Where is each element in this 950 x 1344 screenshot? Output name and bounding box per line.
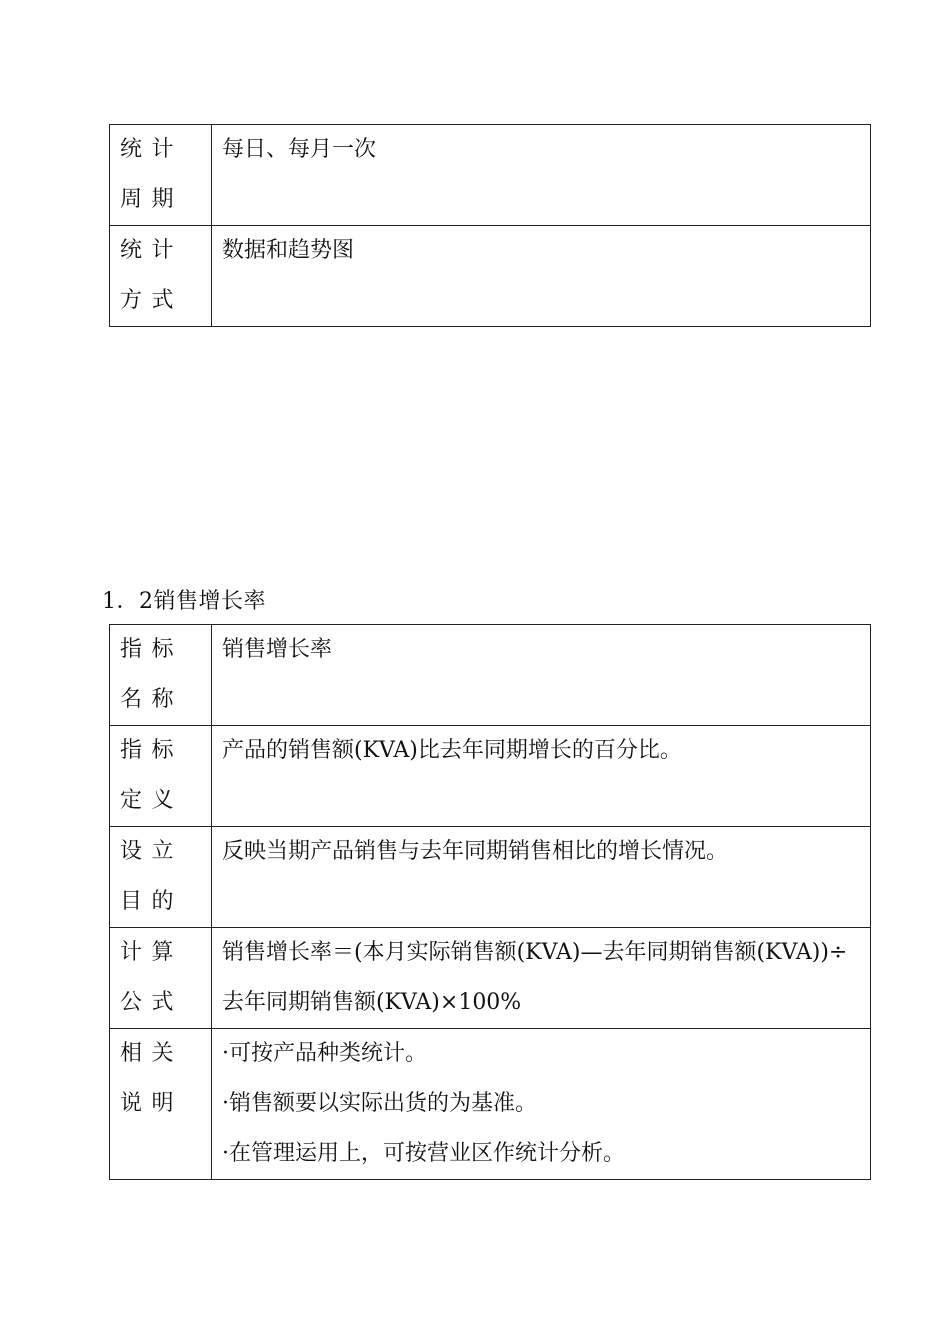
table-row — [110, 226, 871, 327]
row-value-cell — [212, 125, 871, 226]
row-value-cell — [212, 726, 871, 827]
row-label-cell — [110, 827, 212, 928]
table-row — [110, 1029, 871, 1180]
row-value: 产品的销售额(KVA)比去年同期增长的百分比。 — [222, 738, 682, 763]
formula-text: 销售增长率＝(本月实际销售额(KVA)—去年同期销售额(KVA))÷去年同期销售额(KVA)×100% — [222, 940, 848, 1015]
row-label: 指标名称 — [120, 637, 184, 712]
row-label: 设立目的 — [120, 839, 184, 914]
row-value-cell — [212, 226, 871, 327]
row-label: 统计方式 — [120, 238, 184, 313]
table-row — [110, 827, 871, 928]
sales-growth-table — [109, 624, 871, 1180]
row-label-cell — [110, 625, 212, 726]
note-bullet: ·在管理运用上，可按营业区作统计分析。 — [222, 1141, 625, 1166]
table-row — [110, 125, 871, 226]
note-bullet: ·销售额要以实际出货的为基准。 — [222, 1091, 537, 1116]
row-label-cell — [110, 1029, 212, 1180]
notes-cell — [212, 1029, 871, 1180]
row-label: 统计周期 — [120, 137, 184, 212]
row-value: 反映当期产品销售与去年同期销售相比的增长情况。 — [222, 839, 729, 864]
table-row — [110, 928, 871, 1029]
formula-cell — [212, 928, 871, 1029]
row-label-cell — [110, 928, 212, 1029]
row-value: 每日、每月一次 — [222, 137, 377, 162]
row-label-cell — [110, 125, 212, 226]
statistics-table — [109, 124, 871, 327]
row-label: 相关说明 — [120, 1041, 184, 1116]
note-bullet: ·可按产品种类统计。 — [222, 1041, 427, 1066]
row-label-cell — [110, 726, 212, 827]
row-label: 计算公式 — [120, 940, 184, 1015]
row-value-cell — [212, 625, 871, 726]
row-label-cell — [110, 226, 212, 327]
row-value-cell — [212, 827, 871, 928]
table-row — [110, 625, 871, 726]
row-value: 数据和趋势图 — [222, 238, 355, 263]
row-label: 指标定义 — [120, 738, 184, 813]
table-row — [110, 726, 871, 827]
section-heading: 1．2销售增长率 — [102, 589, 266, 614]
row-value: 销售增长率 — [222, 637, 333, 662]
